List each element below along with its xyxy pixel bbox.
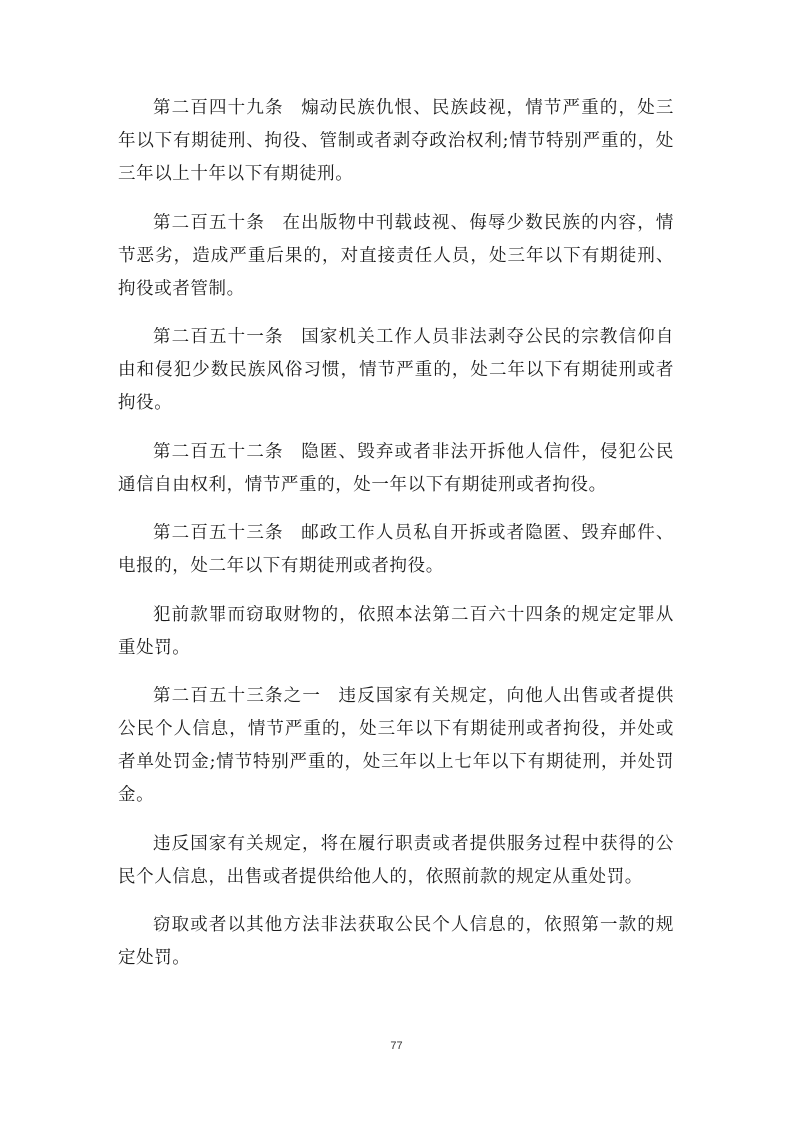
article-number: 第二百五十条	[153, 212, 266, 233]
article-number: 第二百五十一条	[153, 327, 284, 347]
article-text: 隐匿、毁弃或者非法开拆他人信件，侵犯公民通信自由权利，情节严重的，处一年以下有期徒刑或者拘役。	[118, 441, 674, 495]
document-body	[118, 92, 674, 991]
article-number: 第二百四十九条	[153, 98, 284, 118]
article-253-1-paragraph-3	[118, 909, 674, 975]
article-253-1-paragraph-2	[118, 828, 674, 894]
article-text: 违反国家有关规定，向他人出售或者提供公民个人信息，情节严重的，处三年以下有期徒刑或者拘役，并处或者单处罚金;情节特别严重的，处三年以上七年以下有期徒刑，并处罚金。	[118, 686, 674, 805]
article-253	[118, 517, 674, 583]
paragraph-text: 窃取或者以其他方法非法获取公民个人信息的，依照第一款的规定处罚。	[118, 915, 674, 968]
article-253-paragraph-2	[118, 599, 674, 665]
article-251	[118, 321, 674, 420]
article-text: 煽动民族仇恨、民族歧视，情节严重的，处三年以下有期徒刑、拘役、管制或者剥夺政治权利;情节特别严重的，处三年以上十年以下有期徒刑。	[118, 98, 674, 184]
article-249	[118, 92, 674, 191]
article-number: 第二百五十二条	[153, 441, 284, 462]
article-text: 国家机关工作人员非法剥夺公民的宗教信仰自由和侵犯少数民族风俗习惯，情节严重的，处二年以下有期徒刑或者拘役。	[118, 327, 674, 413]
article-number: 第二百五十三条	[153, 523, 284, 543]
paragraph-text: 犯前款罪而窃取财物的，依照本法第二百六十四条的规定定罪从重处罚。	[118, 604, 674, 658]
paragraph-text: 违反国家有关规定，将在履行职责或者提供服务过程中获得的公民个人信息，出售或者提供给他人的，依照前款的规定从重处罚。	[118, 833, 674, 887]
page-number: 77	[390, 1040, 403, 1052]
article-number: 第二百五十三条之一	[153, 686, 322, 706]
article-text: 在出版物中刊载歧视、侮辱少数民族的内容，情节恶劣，造成严重后果的，对直接责任人员，处三年以下有期徒刑、拘役或者管制。	[118, 212, 674, 299]
article-252	[118, 436, 674, 502]
article-253-1	[118, 680, 674, 812]
article-text: 邮政工作人员私自开拆或者隐匿、毁弃邮件、电报的，处二年以下有期徒刑或者拘役。	[118, 523, 674, 576]
article-250	[118, 207, 674, 306]
